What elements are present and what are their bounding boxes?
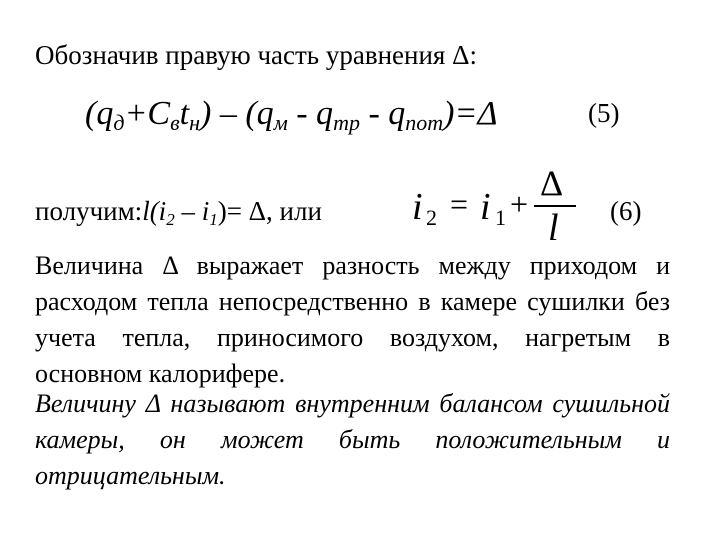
eq5-part: - q bbox=[287, 95, 334, 132]
formula-lhs: i bbox=[412, 186, 423, 228]
formula-numerator: Δ bbox=[540, 163, 564, 203]
formula-plus: + bbox=[510, 186, 529, 222]
formula-6 bbox=[412, 163, 577, 249]
formula-lhs-subscript: 2 bbox=[426, 205, 437, 230]
equation-5 bbox=[85, 95, 497, 136]
eq5-part: )=Δ bbox=[443, 95, 498, 132]
eq5-part: - q bbox=[359, 95, 406, 132]
eq5-subscript: тр bbox=[333, 110, 360, 135]
expr-subscript: 1 bbox=[209, 210, 218, 229]
eq5-subscript: н bbox=[189, 110, 201, 135]
eq5-subscript: в bbox=[170, 110, 180, 135]
result-line bbox=[35, 196, 322, 230]
paragraph-internal-balance: Величину Δ называют внутренним балансом сушильной камеры, он может быть положительным и отрицательным. bbox=[35, 389, 670, 490]
equation-5-number: (5) bbox=[588, 98, 620, 128]
equation-6-number: (6) bbox=[610, 196, 642, 226]
paragraph-delta-description: Величина Δ выражает разность между приходом и расходом тепла непосредственно в камере сушилки без учета тепла, приносимого воздухом, нагретым в основном калорифере. bbox=[35, 251, 670, 388]
eq5-subscript: д bbox=[113, 110, 125, 135]
expr-part: )= Δ, или bbox=[217, 196, 322, 226]
formula-equals: = bbox=[450, 186, 469, 222]
eq5-part: ) – (q bbox=[200, 95, 274, 132]
formula-rhs-subscript: 1 bbox=[495, 205, 506, 230]
eq5-part: +C bbox=[124, 95, 171, 132]
expr-part: – i bbox=[174, 196, 210, 226]
eq5-subscript: пот bbox=[405, 110, 444, 135]
eq5-part: t bbox=[179, 95, 190, 132]
expr-part: l(i bbox=[142, 196, 167, 226]
formula-rhs: i bbox=[480, 186, 491, 228]
expr-subscript: 2 bbox=[166, 210, 175, 229]
intro-text: Обозначив правую часть уравнения Δ: bbox=[35, 40, 477, 70]
eq5-part: (q bbox=[85, 95, 114, 132]
eq5-subscript: м bbox=[273, 110, 288, 135]
formula-denominator: l bbox=[548, 207, 559, 249]
result-prefix: получим: bbox=[35, 196, 143, 226]
